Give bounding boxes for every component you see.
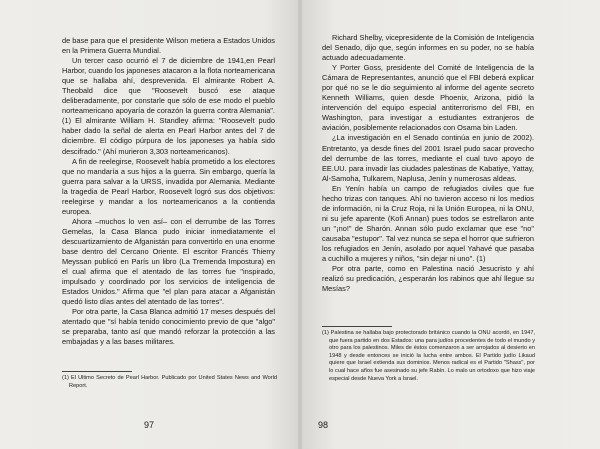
paragraph: En Yenín había un campo de refugiados civiles que fue hecho trizas con tanques. Ahí no tuvieron acceso ni los medios de información, ni la Cruz Roja, ni la Unión Europea, ni la ONU, ni su jefe aparente (Kofi Annan) pues todos se estrellaron ante un "¡no!" de Sharón. Annan sólo pudo exclamar que ese "no" causaba "estupor". Tal vez nunca se sepa el horror que sufrieron los refugiados en Jenín, asolado por aquel Yahavé que pasaba a cuchillo a mujeres y niños, "sin dejar ni uno". (1): [322, 183, 534, 264]
right-page: [300, 0, 600, 449]
right-page-footnotes: [322, 330, 535, 383]
left-page-body: [62, 36, 275, 347]
page-number: 97: [144, 420, 155, 430]
paragraph: de base para que el presidente Wilson metiera a Estados Unidos en la Primera Guerra Mundial.: [62, 36, 275, 56]
paragraph: Por otra parte, la Casa Blanca admitió 17 meses después del atentado que "sí había tenido conocimiento previo de que "algo" se preparaba, tanto así que mandó reforzar la protección a las embajadas y a las bases militares.: [62, 307, 275, 347]
paragraph: Y Porter Goss, presidente del Comité de Inteligencia de la Cámara de Representantes, anunció que el FBI deberá explicar por qué no se le dio seguimiento al informe del agente secreto Kenneth Williams, quien desde Phoenix, Arizona, pidió la intervención del equipo especial antiterrorismo del FBI, en Washington, para investigar a estudiantes extranjeros de aviación, posiblemente relacionados con Osama bin Laden.: [322, 63, 534, 133]
page-number: 98: [318, 420, 329, 430]
right-page-body: [322, 33, 534, 294]
paragraph: A fin de reelegirse, Roosevelt había prometido a los electores que no mandaría a sus hijos a la guerra. Sin embargo, quería la guerra para salvar a la URSS, invadida por Alemania. Mediante la tragedia de Pearl Harbor, Roosevelt logró sus dos objetivos: reelegirse y mandar a los norteamericanos a la contienda europea.: [62, 156, 275, 216]
footnote: (1) Palestina se hallaba bajo protectorado británico cuando la ONU acordó, en 1947, que fuera partido en dos Estados: una para judíos procedentes de todo el mundo y otro para los palestinos. Miles de éstos comenzaron a ser arrojados al desierto en 1948 y desde entonces se inició la lucha entre ambos. El Partido judío Likaud quiere que Israel extienda sus dominios. Menos radical es el Partido "Shass", por lo cual hace años fue asesinado su jefe Rabín. Lo malo un ortodoxo que hizo viaje especial desde Nueva York a Israel.: [322, 330, 535, 382]
paragraph: Richard Shelby, vicepresidente de la Comisión de Inteligencia del Senado, dijo que, según informes en su poder, no se había actuado adecuadamente.: [322, 33, 534, 63]
paragraph: Ahora –muchos lo ven así– con el derrumbe de las Torres Gemelas, la Casa Blanca pudo iniciar inmediatamente el descuartizamiento de Afganistán para convertirlo en una enorme base dentro del Cercano Oriente. El escritor Francés Thierry Meyssan publicó en París un libro (La Tremenda Impostura) en el cual afirma que el atentado de las torres fue "inspirado, impulsado y coordinado por los servicios de inteligencia de Estados Unidos." Afirma que "el plan para atacar a Afganistán quedó listo días antes del atentado de las torres".: [62, 216, 275, 307]
paragraph: Por otra parte, como en Palestina nació Jesucristo y ahí realizó su predicación, ¿esperarán los rabinos que ahí llegue su Mesías?: [322, 264, 534, 294]
footnote: (1) El Ultimo Secreto de Pearl Harbor. Publicado por United States News and World Report.: [62, 375, 277, 389]
left-page-footnotes: [62, 375, 277, 390]
footnote-divider: [322, 326, 392, 327]
paragraph: Un tercer caso ocurrió el 7 de diciembre de 1941,en Pearl Harbor, cuando los japoneses atacaron a la flota norteamericana que se hallaba ahí, desprevenida. El almirante Robert A. Theobald dice que "Roosevelt buscó ese ataque deliberadamente, por constarle que sólo de ese modo el pueblo norteamericano apoyaría de corazón la guerra contra Alemania". (1) El almirante William H. Standley afirma: "Roosevelt pudo haber dado la señal de alerta en Pearl Harbor antes del 7 de diciembre. El código púrpura de los japoneses ya había sido descifrado." (Ahí murieron 3,303 norteamericanos).: [62, 56, 275, 156]
paragraph: ¿La investigación en el Senado continúa en junio de 2002). Entretanto, ya desde fines del 2001 Israel pudo sacar provecho del derrumbe de las torres, mediante el cual tuvo apoyo de EE.UU. para invadir las ciudades palestinas de Kabatiye, Yattay, Al-Samoha, Tulkarem, Naplusa, Jenín y numerosas aldeas.: [322, 133, 534, 183]
book-gutter: [298, 0, 302, 449]
footnote-divider: [62, 371, 132, 372]
